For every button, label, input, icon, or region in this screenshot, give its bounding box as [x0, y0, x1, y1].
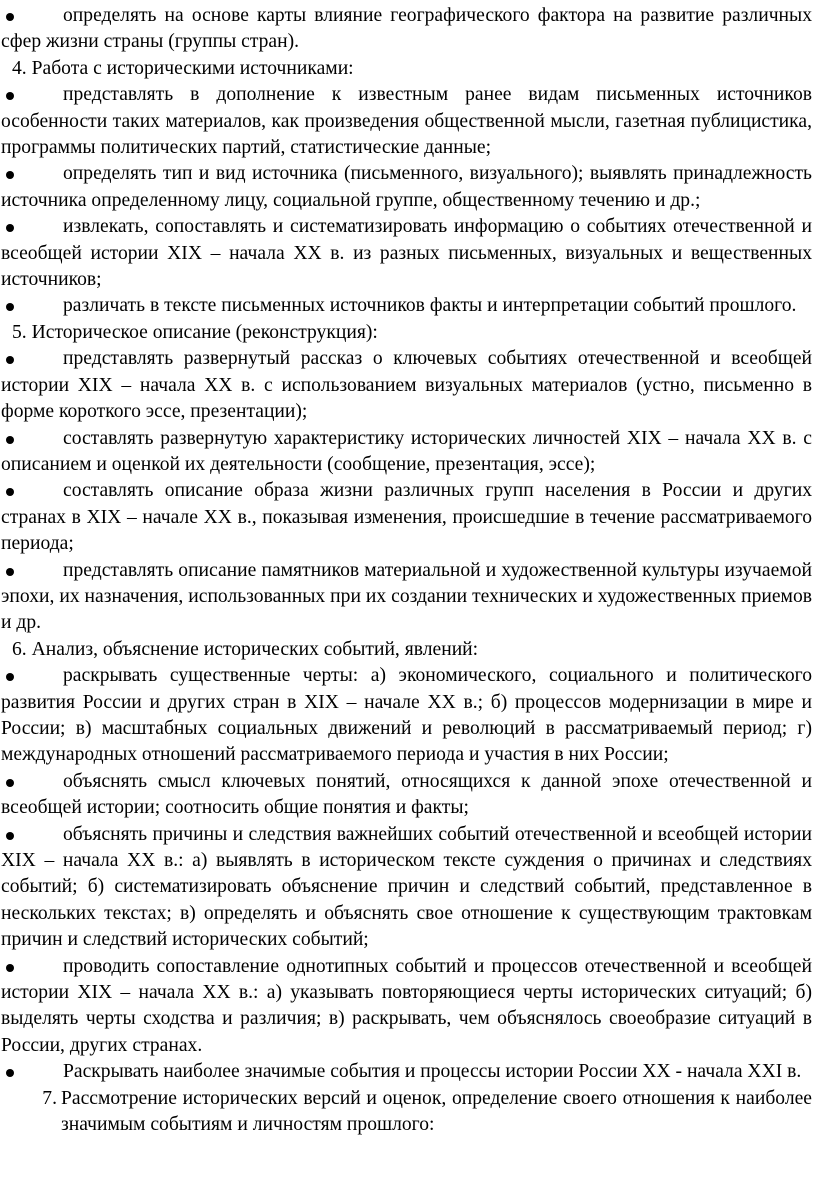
section-heading: 6. Анализ, объяснение исторических событий, явлений:	[12, 638, 479, 660]
section-7-text: Рассмотрение исторических версий и оценок, определение своего отношения к наиболее значимым событиям и личностям прошлого:	[61, 1087, 812, 1136]
bullet-item: объяснять причины и следствия важнейших событий отечественной и всеобщей истории XIX – начала XX в.: а) выявлять в историческом тексте суждения о причинах и следствиях событий; б) систематизировать объяснение причин и следствий событий, представленное в нескольких текстах; в) определять и объяснять свое отношение к существующим трактовкам причин и следствий исторических событий;	[1, 822, 812, 954]
bullet-item: составлять развернутую характеристику исторических личностей XIX – начала XX в. с описанием и оценкой их деятельности (сообщение, презентация, эссе);	[1, 426, 812, 479]
bullet-item: раскрывать существенные черты: а) экономического, социального и политического развития России и других стран в XIX – начале XX в.; б) процессов модернизации в мире и России; в) масштабных социальных движений и революций в рассматриваемый период; г) международных отношений рассматриваемого периода и участия в них России;	[1, 663, 812, 769]
bullet-item: представлять описание памятников материальной и художественной культуры изучаемой эпохи, их назначения, использованных при их создании технических и художественных приемов и др.	[1, 558, 812, 637]
bullet-item: извлекать, сопоставлять и систематизировать информацию о событиях отечественной и всеобщей истории XIX – начала XX в. из разных письменных, визуальных и вещественных источников;	[1, 214, 812, 293]
bullet-item: определять на основе карты влияние географического фактора на развитие различных сфер жизни страны (группы стран).	[1, 3, 812, 56]
section-7-number: 7.	[42, 1087, 57, 1109]
bullet-item: составлять описание образа жизни различных групп населения в России и других странах в XIX – начале XX в., показывая изменения, происшедшие в течение рассматриваемого периода;	[1, 478, 812, 557]
bullet-item: представлять развернутый рассказ о ключевых событиях отечественной и всеобщей истории XIX – начала XX в. с использованием визуальных материалов (устно, письменно в форме короткого эссе, презентации);	[1, 346, 812, 425]
bullet-item: проводить сопоставление однотипных событий и процессов отечественной и всеобщей истории XIX – начала XX в.: а) указывать повторяющиеся черты исторических ситуаций; б) выделять черты сходства и различия; в) раскрывать, чем объяснялось своеобразие ситуаций в России, других странах.	[1, 954, 812, 1060]
section-heading: 5. Историческое описание (реконструкция):	[12, 321, 378, 343]
bullet-item: представлять в дополнение к известным ранее видам письменных источников особенности таких материалов, как произведения общественной мысли, газетная публицистика, программы политических партий, статистические данные;	[1, 82, 812, 161]
section-heading: 4. Работа с историческими источниками:	[12, 57, 354, 79]
bullet-item: Раскрывать наиболее значимые события и процессы истории России XX - начала XXI в.	[1, 1059, 812, 1085]
bullet-item: объяснять смысл ключевых понятий, относящихся к данной эпохе отечественной и всеобщей истории; соотносить общие понятия и факты;	[1, 769, 812, 822]
document-body	[1, 3, 812, 1086]
section-7-heading	[1, 1086, 812, 1139]
bullet-item: различать в тексте письменных источников факты и интерпретации событий прошлого.	[1, 293, 812, 319]
bullet-item: определять тип и вид источника (письменного, визуального); выявлять принадлежность источника определенному лицу, социальной группе, общественному течению и др.;	[1, 161, 812, 214]
